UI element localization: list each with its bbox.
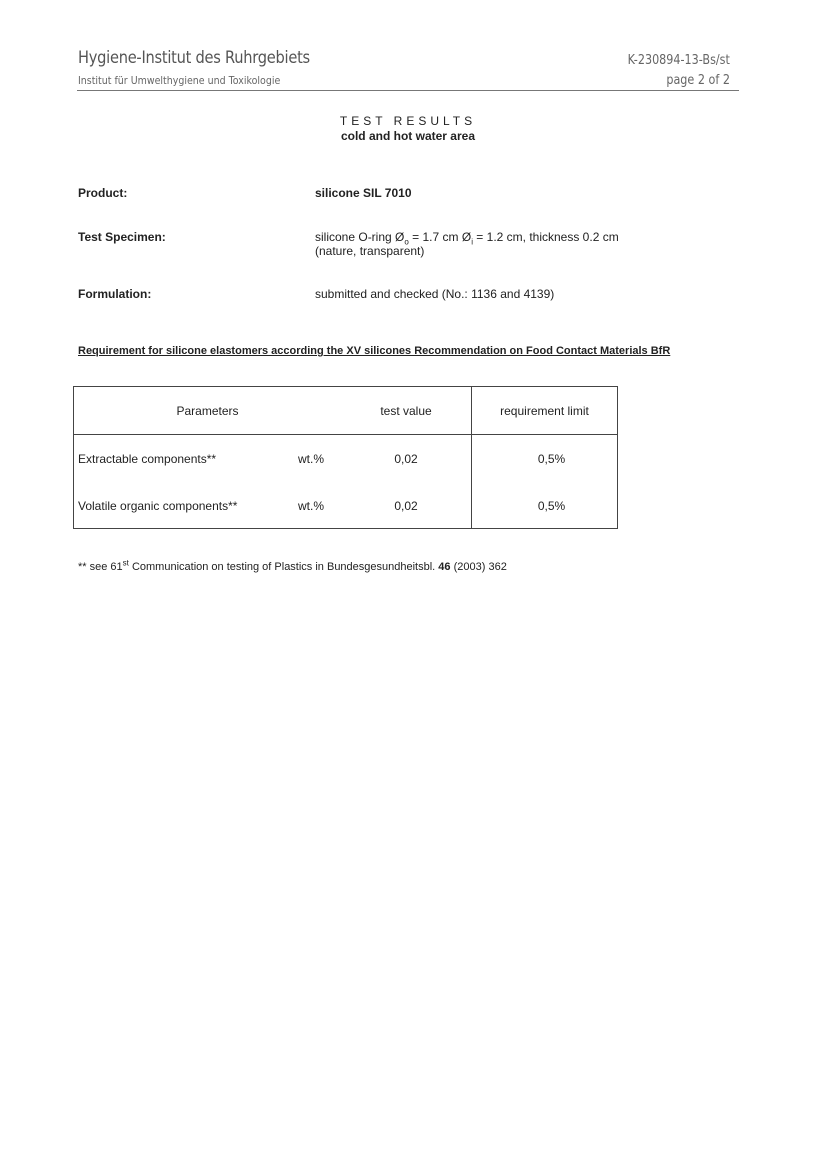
footnote-suffix: (2003) 362 xyxy=(450,561,507,573)
row-2-unit: wt.% xyxy=(298,499,325,513)
specimen-value xyxy=(315,230,619,258)
specimen-sub-i: i xyxy=(471,237,473,247)
product-value: silicone SIL 7010 xyxy=(315,186,412,200)
row-1-test-value: 0,02 xyxy=(394,452,418,466)
page-title: TEST RESULTS xyxy=(339,114,477,128)
specimen-mid: = 1.7 cm Ø xyxy=(408,230,472,244)
specimen-label: Test Specimen: xyxy=(78,230,166,244)
footnote-sup: st xyxy=(122,558,129,568)
footnote-middle: Communication on testing of Plastics in Bundesgesundheitsbl. xyxy=(128,561,439,573)
formulation-label: Formulation: xyxy=(78,287,152,301)
institute-name: Hygiene-Institut des Ruhrgebiets xyxy=(78,48,310,68)
row-1-limit: 0,5% xyxy=(537,452,566,466)
row-1-parameter: Extractable components** xyxy=(78,452,217,466)
header-requirement-limit: requirement limit xyxy=(500,404,589,418)
table-header-divider xyxy=(73,434,618,435)
row-1-unit: wt.% xyxy=(298,452,325,466)
header-test-value: test value xyxy=(380,404,432,418)
requirement-heading: Requirement for silicone elastomers according the XV silicones Recommendation on Food Contact Materials BfR xyxy=(78,345,671,357)
formulation-value: submitted and checked (No.: 1136 and 4139) xyxy=(315,287,555,301)
footnote-volume: 46 xyxy=(438,561,451,573)
row-2-test-value: 0,02 xyxy=(394,499,418,513)
specimen-prefix: silicone O-ring Ø xyxy=(315,230,405,244)
page-number: page 2 of 2 xyxy=(666,73,730,88)
page-subtitle: cold and hot water area xyxy=(340,129,476,143)
document-reference: K-230894-13-Bs/st xyxy=(627,53,730,68)
product-label: Product: xyxy=(78,186,128,200)
footnote xyxy=(78,558,507,573)
row-2-limit: 0,5% xyxy=(537,499,566,513)
specimen-suffix: = 1.2 cm, thickness 0.2 cm xyxy=(472,230,619,244)
specimen-line2: (nature, transparent) xyxy=(315,244,425,258)
specimen-sub-o: o xyxy=(404,237,409,247)
row-2-parameter: Volatile organic components** xyxy=(78,499,238,513)
footnote-prefix: ** see 61 xyxy=(78,561,123,573)
header-parameters: Parameters xyxy=(176,404,239,418)
header-divider xyxy=(77,90,739,91)
subinstitute-name: Institut für Umwelthygiene und Toxikologie xyxy=(78,74,281,87)
